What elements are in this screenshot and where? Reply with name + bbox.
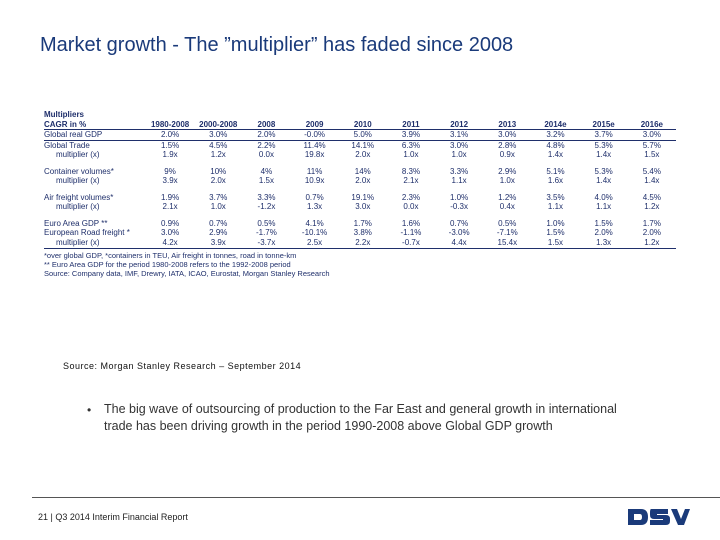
row-label: multiplier (x) — [56, 237, 100, 247]
table-cell: 5.0% — [339, 130, 387, 141]
table-cell: 0.5% — [498, 218, 517, 228]
table-body — [44, 110, 676, 247]
table-cell: -1.1% — [400, 228, 422, 237]
table-cell: 0.5% — [257, 218, 276, 228]
table-cell: 2.0% — [594, 228, 613, 237]
table-cell: 4.4x — [451, 237, 467, 247]
table-cell: -10.1% — [301, 228, 328, 237]
dsv-logo-graphic — [626, 506, 690, 528]
table-cell: 10% — [210, 166, 227, 176]
table-cell: 3.8% — [353, 228, 372, 237]
table-cell: 0.7% — [209, 218, 228, 228]
table-cell: 4.0% — [594, 192, 613, 202]
table-row — [44, 219, 676, 229]
column-header: 2009 — [291, 120, 339, 130]
table-cell: 19.1% — [351, 192, 375, 202]
table-cell: 2.0x — [355, 176, 371, 185]
table-cell: 1.5x — [258, 176, 274, 185]
table-cell: 1.2% — [498, 192, 517, 202]
bullet-marker: • — [87, 403, 92, 417]
table-cell: -1.2x — [257, 202, 276, 211]
table-cell: 2.0% — [146, 130, 194, 141]
table-cell: 1.7% — [353, 218, 372, 228]
row-label: Euro Area GDP ** — [44, 218, 108, 228]
footer-divider — [32, 497, 720, 498]
table-cell: 1.4x — [596, 176, 612, 185]
table-cell: 10.9x — [304, 176, 325, 185]
table-cell: 0.0x — [258, 150, 274, 159]
table-cell: 1.2x — [644, 237, 660, 247]
table-cell: 1.4x — [644, 176, 660, 185]
table-cell: 1.5% — [160, 140, 180, 150]
table-cell: 2.8% — [498, 140, 517, 150]
table-cell: 1.0x — [451, 150, 467, 159]
table-cell: -1.7% — [255, 228, 277, 237]
column-header: 2000-2008 — [194, 120, 242, 130]
column-header: 2015e — [580, 120, 628, 130]
row-label: Container volumes* — [44, 166, 114, 176]
table-cell: 1.3x — [307, 202, 323, 211]
bullet-text: The big wave of outsourcing of production to the Far East and general growth in international trade has been driving growth in the period 1990-2008 above Global GDP growth — [104, 402, 617, 433]
table-cell: -0.0% — [291, 130, 339, 141]
table-cell: 2.1x — [162, 202, 178, 211]
table-cell: 3.0% — [160, 228, 180, 237]
table-cell: 3.7% — [209, 192, 228, 202]
table-cell: 4.5% — [209, 140, 228, 150]
table-cell: 2.9% — [209, 228, 228, 237]
dsv-logo — [626, 506, 690, 533]
table-cell: 1.2x — [210, 150, 226, 159]
source-note: Source: Morgan Stanley Research – September 2014 — [63, 361, 302, 371]
table-cell: 2.0x — [355, 150, 371, 159]
table-cell: 1.0% — [450, 192, 469, 202]
table-cell: 2.0% — [642, 228, 661, 237]
table-cell: 1.1x — [547, 202, 564, 211]
table-cell: 19.8x — [304, 150, 325, 159]
table-cell: 1.1x — [451, 176, 467, 185]
table-footnotes — [44, 251, 676, 278]
table-row — [44, 176, 676, 193]
table-cell: 3.3% — [257, 192, 276, 202]
table-cell: 0.0x — [403, 202, 419, 211]
table-cell: -0.3x — [450, 202, 469, 211]
table-cell: 1.5% — [594, 218, 613, 228]
table-cell: 0.4x — [499, 202, 515, 211]
table-subtitle: CAGR in % — [44, 120, 146, 130]
footnote: ** Euro Area GDP for the period 1980-2008 refers to the 1992-2008 period — [44, 260, 291, 269]
table-cell: 0.9% — [160, 218, 180, 228]
table-row — [44, 202, 676, 219]
table-cell: 1.5% — [546, 228, 565, 237]
row-label: multiplier (x) — [56, 176, 100, 185]
table-cell: 14% — [354, 166, 371, 176]
table-cell: 2.1x — [403, 176, 419, 185]
table-cell: 5.3% — [594, 166, 613, 176]
table-cell: 1.0x — [499, 176, 515, 185]
table-cell: 0.7% — [305, 192, 324, 202]
table-cell: -7.1% — [496, 228, 518, 237]
column-header: 1980-2008 — [146, 120, 194, 130]
multipliers-table — [44, 110, 676, 247]
column-header: 2013 — [483, 120, 531, 130]
table-cell: 3.9x — [210, 237, 226, 247]
table-cell: 3.0% — [194, 130, 242, 141]
table-cell: 1.0x — [210, 202, 226, 211]
table-cell: 3.3% — [450, 166, 469, 176]
table-cell: 5.1% — [546, 166, 565, 176]
table-header-row-1 — [44, 110, 676, 120]
table-row — [44, 130, 676, 141]
table-cell: 3.7% — [580, 130, 628, 141]
table-cell: 4.5% — [642, 192, 661, 202]
table-cell: 11% — [306, 166, 323, 176]
column-header: 2008 — [242, 120, 290, 130]
column-header: 2011 — [387, 120, 435, 130]
table-cell: 5.3% — [594, 140, 613, 150]
table-cell: 2.2% — [257, 140, 276, 150]
table-cell: 9% — [164, 166, 176, 176]
table-cell: 5.4% — [642, 166, 661, 176]
table-cell: 4.8% — [546, 140, 565, 150]
table-cell: 3.2% — [531, 130, 579, 141]
footnote: *over global GDP, *containers in TEU, Air freight in tonnes, road in tonne-km — [44, 251, 297, 260]
table-cell: 1.4x — [547, 150, 564, 159]
slide-title: Market growth - The ”multiplier” has faded since 2008 — [40, 34, 514, 56]
table-cell: 1.6x — [547, 176, 564, 185]
column-header: 2016e — [628, 120, 676, 130]
table-row — [44, 228, 676, 238]
table-cell: 3.0% — [483, 130, 531, 141]
table-row — [44, 238, 676, 248]
table-row — [44, 150, 676, 167]
table-cell: 1.7% — [642, 218, 661, 228]
footer-page-label: 21 | Q3 2014 Interim Financial Report — [38, 512, 188, 522]
table-cell: 4.2x — [162, 237, 178, 247]
row-label: multiplier (x) — [56, 150, 100, 159]
table-cell: 14.1% — [351, 140, 375, 150]
row-label: multiplier (x) — [56, 202, 100, 211]
column-header: 2012 — [435, 120, 483, 130]
footnote: Source: Company data, IMF, Drewry, IATA, ICAO, Eurostat, Morgan Stanley Research — [44, 269, 330, 278]
table-cell: 3.0% — [450, 140, 469, 150]
table-cell: 6.3% — [401, 140, 421, 150]
table-cell: 4.1% — [305, 218, 324, 228]
table-cell: 1.3x — [596, 237, 612, 247]
table-cell: -0.7x — [402, 237, 420, 247]
table-cell: 0.9x — [499, 150, 515, 159]
multipliers-table-section — [44, 110, 676, 278]
table-cell: 2.5x — [307, 237, 323, 247]
row-label: European Road freight * — [44, 228, 130, 237]
table-cell: 0.7% — [450, 218, 469, 228]
table-cell: 2.0% — [242, 130, 290, 141]
row-label: Global Trade — [44, 140, 90, 150]
table-bottom-rule — [44, 248, 676, 249]
column-header: 2014e — [531, 120, 579, 130]
table-cell: 2.2x — [355, 237, 371, 247]
table-cell: -3.0% — [448, 228, 470, 237]
table-title: Multipliers — [44, 110, 85, 119]
table-row — [44, 193, 676, 203]
table-cell: 15.4x — [497, 237, 518, 247]
table-cell: 3.5% — [546, 192, 565, 202]
table-cell: 3.0x — [355, 202, 371, 211]
table-cell: 1.9x — [162, 150, 178, 159]
table-cell: 1.5x — [644, 150, 660, 159]
table-cell: 1.4x — [596, 150, 612, 159]
table-cell: 1.9% — [160, 192, 180, 202]
table-cell: 3.0% — [628, 130, 676, 141]
table-cell: 2.0x — [210, 176, 226, 185]
column-header: 2010 — [339, 120, 387, 130]
row-label: Global real GDP — [44, 130, 146, 141]
table-cell: 11.4% — [303, 140, 326, 150]
table-cell: 5.7% — [642, 140, 661, 150]
table-cell: 4% — [260, 166, 273, 176]
table-cell: 1.6% — [401, 218, 421, 228]
table-cell: 1.0% — [546, 218, 565, 228]
row-label: Air freight volumes* — [44, 192, 114, 202]
table-cell: 3.1% — [435, 130, 483, 141]
table-cell: 1.1x — [596, 202, 612, 211]
table-cell: 2.3% — [401, 192, 421, 202]
table-cell: 1.0x — [403, 150, 419, 159]
table-cell: 1.5x — [547, 237, 564, 247]
table-cell: 3.9% — [387, 130, 435, 141]
table-cell: 8.3% — [401, 166, 421, 176]
table-cell: 1.2x — [644, 202, 660, 211]
table-cell: 2.9% — [498, 166, 517, 176]
table-cell: 3.9x — [162, 176, 178, 185]
table-header-row-2 — [44, 120, 676, 130]
table-cell: -3.7x — [257, 237, 276, 247]
table-row — [44, 167, 676, 177]
table-row — [44, 140, 676, 150]
